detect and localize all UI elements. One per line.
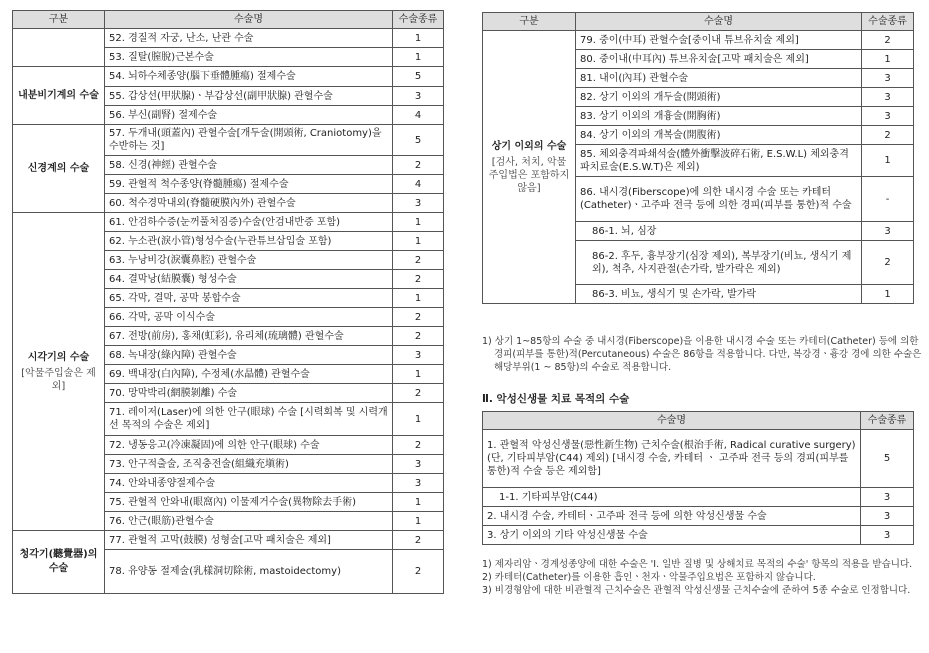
surgery-name-cell: 56. 부신(副腎) 절제수술: [105, 106, 393, 125]
surgery-class-cell: 3: [862, 88, 914, 107]
footnote-2: 2) 카테터(Catheter)를 이용한 흡인ㆍ천자ㆍ악물주입요법은 포함하지 않습니다.: [482, 572, 816, 583]
surgery-name-cell: 77. 관혈적 고막(鼓膜) 성형술[고막 패치술은 제외]: [105, 531, 393, 550]
surgery-class-cell: 2: [393, 384, 444, 403]
left-surgery-table: [12, 10, 444, 594]
table-row: [483, 488, 914, 507]
surgery-class-cell: 2: [393, 270, 444, 289]
surgery-class-cell: 5: [393, 67, 444, 87]
surgery-class-cell: 1: [862, 50, 914, 69]
surgery-name-cell: 69. 백내장(白內障), 수정체(水晶體) 관혈수술: [105, 365, 393, 384]
surgery-class-cell: 1: [393, 232, 444, 251]
surgery-name-cell: 78. 유양동 절제술(乳樣洞切除術, mastoidectomy): [105, 550, 393, 594]
surgery-name-cell: 86. 내시경(Fiberscope)에 의한 내시경 수술 또는 카테터(Catheter)ㆍ고주파 전극 등에 의한 경피(피부를 통한)적 수술: [576, 177, 862, 222]
surgery-class-cell: 3: [393, 346, 444, 365]
category-cell: [13, 213, 105, 531]
section-2-title: Ⅱ. 악성신생물 치료 목적의 수술: [482, 393, 630, 405]
surgery-name-cell: 86-2. 후두, 흉부장기(심장 제외), 복부장기(비뇨, 생식기 제외), 척추, 사지관절(손가락, 발가락은 제외): [576, 241, 862, 285]
surgery-name-cell: 79. 중이(中耳) 관혈수술[중이내 튜브유치술 제외]: [576, 31, 862, 50]
malignant-surgery-table: [482, 411, 914, 545]
surgery-name-cell: 59. 관혈적 척수종양(脊髓腫瘍) 절제수술: [105, 175, 393, 194]
surgery-class-cell: 2: [393, 436, 444, 455]
surgery-name-cell: 71. 레이저(Laser)에 의한 안구(眼球) 수술 [시력회복 및 시력개선 목적의 수술은 제외]: [105, 403, 393, 436]
surgery-name-cell: 86-1. 뇌, 심장: [576, 222, 862, 241]
surgery-name-cell: 2. 내시경 수술, 카테터ㆍ고주파 전극 등에 의한 악성신생물 수술: [483, 507, 861, 526]
table-row: [13, 125, 444, 156]
table-header-row: [483, 13, 914, 31]
surgery-name-cell: 54. 뇌하수체종양(腦下垂體腫瘍) 절제수술: [105, 67, 393, 87]
right-table-footnote: [482, 335, 922, 374]
surgery-name-cell: 66. 각막, 공막 이식수술: [105, 308, 393, 327]
surgery-class-cell: 3: [861, 507, 914, 526]
surgery-name-cell: 72. 냉동응고(冷凍凝固)에 의한 안구(眼球) 수술: [105, 436, 393, 455]
table-header-row: [13, 11, 444, 29]
surgery-class-cell: 1: [862, 285, 914, 304]
table-row: [483, 31, 914, 50]
header-surgery-class: 수술종류: [862, 13, 914, 31]
footnote-3: 3) 비경형암에 대한 비관혈적 근치수술은 관혈적 악성신생물 근치수술에 준하여 5종 수술로 인정합니다.: [482, 585, 911, 596]
category-label: 내분비기계의 수술: [18, 89, 99, 101]
surgery-name-cell: 84. 상기 이외의 개복술(開腹術): [576, 126, 862, 145]
surgery-class-cell: 2: [393, 308, 444, 327]
category-label: 신경계의 수술: [27, 162, 90, 174]
surgery-class-cell: 1: [862, 145, 914, 177]
table-row: [13, 531, 444, 550]
table-row: [483, 526, 914, 545]
surgery-class-cell: 3: [862, 222, 914, 241]
footnote-1: 1) 제자리암ㆍ경계성종양에 대한 수술은 'Ⅰ. 일반 질병 및 상해치료 목적의 수술' 항목의 적용을 받습니다.: [482, 559, 913, 570]
surgery-class-cell: 3: [861, 488, 914, 507]
surgery-class-cell: 3: [393, 194, 444, 213]
surgery-name-cell: 80. 중이내(中耳內) 튜브유치술[고막 패치술은 제외]: [576, 50, 862, 69]
surgery-name-cell: 52. 경질적 자궁, 난소, 난관 수술: [105, 29, 393, 48]
surgery-class-cell: 1: [393, 289, 444, 308]
surgery-name-cell: 58. 신경(神經) 관혈수술: [105, 156, 393, 175]
table-row: [13, 67, 444, 87]
surgery-class-cell: 2: [862, 126, 914, 145]
surgery-name-cell: 86-3. 비뇨, 생식기 및 손가락, 발가락: [576, 285, 862, 304]
table-row: [483, 430, 914, 488]
surgery-class-cell: 3: [393, 87, 444, 106]
surgery-name-cell: 60. 척수경막내외(脊髓硬膜內外) 관혈수술: [105, 194, 393, 213]
footnote-text: 1) 상기 1~85항의 수술 중 내시경(Fiberscope)을 이용한 내시경 수술 또는 카테터(Catheter) 등에 의한 경피(피부를 통한)적(Percutaneous) 수술은 86항을 적용합니다. 다만, 복강경ㆍ흉강 경에 의한 수술은 해당부위(1 ~ 85항)의 수술로 적용합니다.: [482, 336, 922, 373]
category-cell: [13, 531, 105, 594]
surgery-name-cell: 53. 질탈(膣脫)근본수술: [105, 48, 393, 67]
surgery-class-cell: 1: [393, 48, 444, 67]
surgery-class-cell: -: [862, 177, 914, 222]
surgery-name-cell: 55. 갑상선(甲狀腺)ㆍ부갑상선(副甲狀腺) 관혈수술: [105, 87, 393, 106]
surgery-class-cell: 1: [393, 403, 444, 436]
surgery-class-cell: 2: [862, 31, 914, 50]
surgery-class-cell: 3: [861, 526, 914, 545]
surgery-name-cell: 83. 상기 이외의 개흉술(開胸術): [576, 107, 862, 126]
surgery-name-cell: 65. 각막, 결막, 공막 봉합수술: [105, 289, 393, 308]
category-cell: [483, 31, 576, 304]
header-category: 구분: [13, 11, 105, 29]
surgery-name-cell: 64. 결막낭(結膜囊) 형성수술: [105, 270, 393, 289]
surgery-name-cell: 63. 누낭비강(淚囊鼻腔) 관혈수술: [105, 251, 393, 270]
surgery-name-cell: 62. 누소관(淚小管)형성수술(누관튜브삽입술 포함): [105, 232, 393, 251]
header-surgery-class: 수술종류: [393, 11, 444, 29]
surgery-name-cell: 61. 안검하수증(눈꺼풀처짐증)수술(안검내반증 포함): [105, 213, 393, 232]
surgery-name-cell: 81. 내이(內耳) 관혈수술: [576, 69, 862, 88]
surgery-name-cell: 68. 녹내장(綠內障) 관혈수술: [105, 346, 393, 365]
header-category: 구분: [483, 13, 576, 31]
surgery-class-cell: 1: [393, 512, 444, 531]
surgery-class-cell: 2: [393, 531, 444, 550]
table-header-row: [483, 412, 914, 430]
table-row: [13, 29, 444, 48]
category-cell: [13, 67, 105, 125]
surgery-name-cell: 1-1. 기타피부암(C44): [483, 488, 861, 507]
surgery-class-cell: 1: [393, 365, 444, 384]
surgery-class-cell: 3: [393, 455, 444, 474]
right-surgery-table: [482, 12, 914, 304]
category-label: 상기 이외의 수술: [491, 140, 567, 152]
surgery-class-cell: 1: [393, 213, 444, 232]
surgery-name-cell: 1. 관혈적 악성신생물(惡性新生物) 근치수술(根治手術, Radical curative surgery)(단, 기타피부암(C44) 제외) [내시경 수술, 카테터 ㆍ 고주파 전극 등의 경피(피부를 통한)적 수술 등은 제외함]: [483, 430, 861, 488]
surgery-name-cell: 3. 상기 이외의 기타 악성신생물 수술: [483, 526, 861, 545]
surgery-name-cell: 75. 관혈적 안와내(眼窩內) 이물제거수술(異物除去手術): [105, 493, 393, 512]
header-surgery-name: 수술명: [483, 412, 861, 430]
surgery-name-cell: 85. 체외충격파쇄석술(體外衝擊波碎石術, E.S.W.L) 체외충격파치료술(E.S.W.T)은 제외): [576, 145, 862, 177]
surgery-name-cell: 73. 안구적출술, 조직충전술(組織充塡術): [105, 455, 393, 474]
surgery-name-cell: 74. 안와내종양절제수술: [105, 474, 393, 493]
surgery-class-cell: 1: [393, 29, 444, 48]
section-2-footnotes: [482, 558, 922, 597]
surgery-class-cell: 3: [862, 69, 914, 88]
surgery-class-cell: 5: [861, 430, 914, 488]
table-row: [13, 213, 444, 232]
category-note: [악물주입술은 제외]: [21, 367, 96, 392]
surgery-name-cell: 67. 전방(前房), 홍채(虹彩), 유리체(琉璃體) 관혈수술: [105, 327, 393, 346]
surgery-class-cell: 3: [393, 474, 444, 493]
header-surgery-class: 수술종류: [861, 412, 914, 430]
surgery-class-cell: 2: [393, 156, 444, 175]
surgery-name-cell: 82. 상기 이외의 개두술(開頭術): [576, 88, 862, 107]
surgery-class-cell: 3: [862, 107, 914, 126]
table-row: [483, 507, 914, 526]
surgery-class-cell: 2: [393, 327, 444, 346]
category-cell: [13, 29, 105, 67]
surgery-name-cell: 76. 안근(眼筋)관혈수술: [105, 512, 393, 531]
surgery-class-cell: 1: [393, 493, 444, 512]
surgery-class-cell: 5: [393, 125, 444, 156]
surgery-class-cell: 2: [862, 241, 914, 285]
surgery-class-cell: 2: [393, 550, 444, 594]
surgery-class-cell: 2: [393, 251, 444, 270]
header-surgery-name: 수술명: [105, 11, 393, 29]
category-cell: [13, 125, 105, 213]
category-note: [검사, 처치, 악물주입법은 포함하지 않음]: [488, 156, 570, 194]
category-label: 청각기(聽覺器)의 수술: [19, 549, 98, 574]
surgery-name-cell: 57. 두개내(頭蓋內) 관혈수술[개두술(開頭術, Craniotomy)을 수반하는 것]: [105, 125, 393, 156]
surgery-class-cell: 4: [393, 106, 444, 125]
header-surgery-name: 수술명: [576, 13, 862, 31]
surgery-name-cell: 70. 망막박리(網膜剝離) 수술: [105, 384, 393, 403]
category-label: 시각기의 수술: [27, 351, 90, 363]
surgery-class-cell: 4: [393, 175, 444, 194]
